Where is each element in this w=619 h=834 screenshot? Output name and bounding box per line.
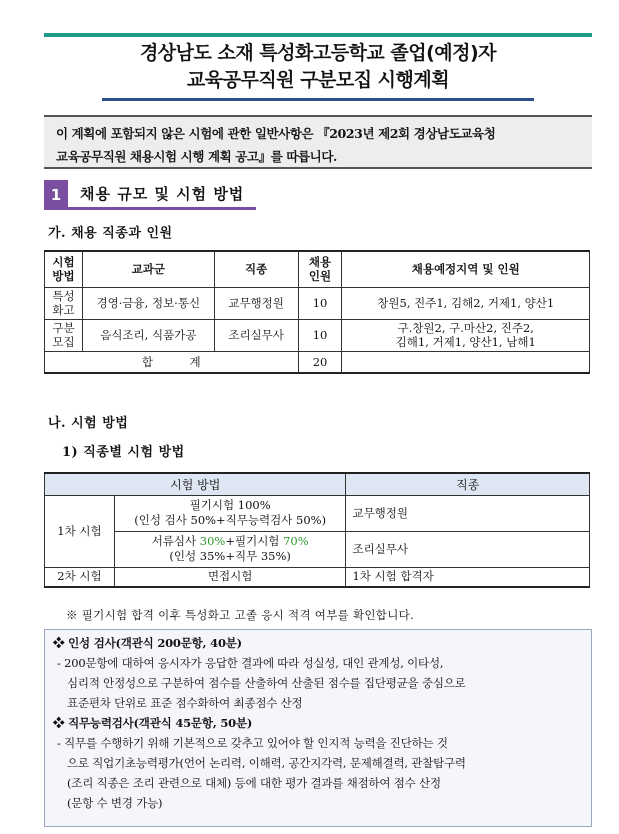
info-text-line: (문항 수 변경 가능) [67, 796, 163, 810]
table-row [45, 319, 590, 351]
info-text-line: 표준편차 단위로 표준 점수화하여 최종점수 산정 [67, 696, 303, 710]
text-part: 서류심사 [151, 534, 200, 548]
cell-method-written [114, 495, 346, 531]
cell-method-interview: 면접시험 [114, 567, 346, 587]
header-job-type: 직종 [214, 251, 298, 287]
cell-job: 조리실무사 [346, 531, 590, 567]
footnote: ※ 필기시험 합격 이후 특성화고 고졸 응시 적격 여부를 확인합니다. [66, 608, 414, 622]
cell-count: 10 [298, 319, 342, 351]
subheading-b: 나. 시험 방법 [48, 416, 129, 431]
method-line-2: (인성 검사 50%+직무능력검사 50%) [134, 513, 327, 527]
method-line-1: 필기시험 100% [189, 498, 271, 512]
info-heading-aptitude: ❖ 직무능력검사(객관식 45문항, 50분) [53, 716, 253, 730]
exam-method-table [44, 472, 590, 588]
table-total-row [45, 351, 590, 373]
cell-job: 교무행정원 [214, 287, 298, 319]
info-heading-personality: ❖ 인성 검사(객관식 200문항, 40분) [53, 636, 242, 650]
title-line-2: 교육공무직원 구분모집 시행계획 [186, 69, 450, 91]
highlight-percent: 70% [283, 534, 309, 548]
recruitment-table [44, 250, 590, 374]
document-title [44, 40, 592, 94]
total-empty [342, 351, 590, 373]
notice-box [44, 115, 592, 169]
notice-line-1: 이 계획에 포함되지 않은 시험에 관한 일반사항은 『2023년 제2회 경상남도교육청 [56, 126, 496, 141]
title-line-1: 경상남도 소재 특성화고등학교 졸업(예정)자 [139, 42, 497, 64]
title-top-rule [44, 33, 592, 37]
subheading-b1: 1) 직종별 시험 방법 [62, 445, 185, 460]
cell-job: 교무행정원 [346, 495, 590, 531]
cell-subject: 음식조리, 식품가공 [82, 319, 214, 351]
subheading-a: 가. 채용 직종과 인원 [48, 226, 173, 241]
section-title: 채용 규모 및 시험 방법 [68, 180, 256, 210]
cell-stage-1: 1차 시험 [45, 495, 115, 567]
header-headcount: 채용 인원 [298, 251, 342, 287]
cell-count: 10 [298, 287, 342, 319]
cell-job: 조리실무사 [214, 319, 298, 351]
info-text-line: 으로 직업기초능력평가(언어 논리력, 이해력, 공간지각력, 문제해결력, 관찰탐구력 [67, 756, 466, 770]
table-row [45, 567, 590, 587]
table-row [45, 531, 590, 567]
info-text-line: - 200문항에 대하여 응시자가 응답한 결과에 따라 성실성, 대인 관계성, 이타성, [57, 656, 444, 670]
total-value: 20 [298, 351, 342, 373]
cell-subject: 경영·금융, 정보·통신 [82, 287, 214, 319]
header-region: 채용예정지역 및 인원 [342, 251, 590, 287]
table-row [45, 495, 590, 531]
method-line-2: (인성 35%+직무 35%) [169, 549, 291, 563]
header-exam-method: 시험 방법 [45, 251, 83, 287]
exam-table-header [45, 473, 590, 495]
info-box [44, 629, 592, 827]
cell-stage-2: 2차 시험 [45, 567, 115, 587]
cell-method: 특성 화고 [45, 287, 83, 319]
total-label: 합 계 [45, 351, 299, 373]
cell-region: 창원5, 진주1, 김해2, 거제1, 양산1 [342, 287, 590, 319]
text-part: +필기시험 [225, 534, 284, 548]
title-bottom-rule [102, 98, 534, 101]
info-text-line: (조리 직종은 조리 관련으로 대체) 등에 대한 평가 결과를 채점하여 점수 산정 [67, 776, 441, 790]
cell-method: 구분 모집 [45, 319, 83, 351]
info-text-line: - 직무를 수행하기 위해 기본적으로 갖추고 있어야 할 인지적 능력을 진단하는 것 [57, 736, 448, 750]
info-text-line: 심리적 안정성으로 구분하여 점수를 산출하여 산출된 점수를 집단평균을 중심으로 [67, 676, 466, 690]
method-line-1 [115, 534, 346, 549]
header-exam-method: 시험 방법 [45, 473, 346, 495]
highlight-percent: 30% [199, 534, 226, 548]
table-row [45, 287, 590, 319]
section-number: 1 [44, 180, 68, 210]
cell-region: 구.창원2, 구.마산2, 진주2, 김해1, 거제1, 양산1, 남해1 [342, 319, 590, 351]
recruitment-table-header [45, 251, 590, 287]
section-heading [44, 180, 256, 210]
cell-job: 1차 시험 합격자 [346, 567, 590, 587]
header-subject-group: 교과군 [82, 251, 214, 287]
cell-method-document [114, 531, 346, 567]
header-job-type: 직종 [346, 473, 590, 495]
notice-line-2: 교육공무직원 채용시험 시행 계획 공고』를 따릅니다. [56, 149, 337, 164]
